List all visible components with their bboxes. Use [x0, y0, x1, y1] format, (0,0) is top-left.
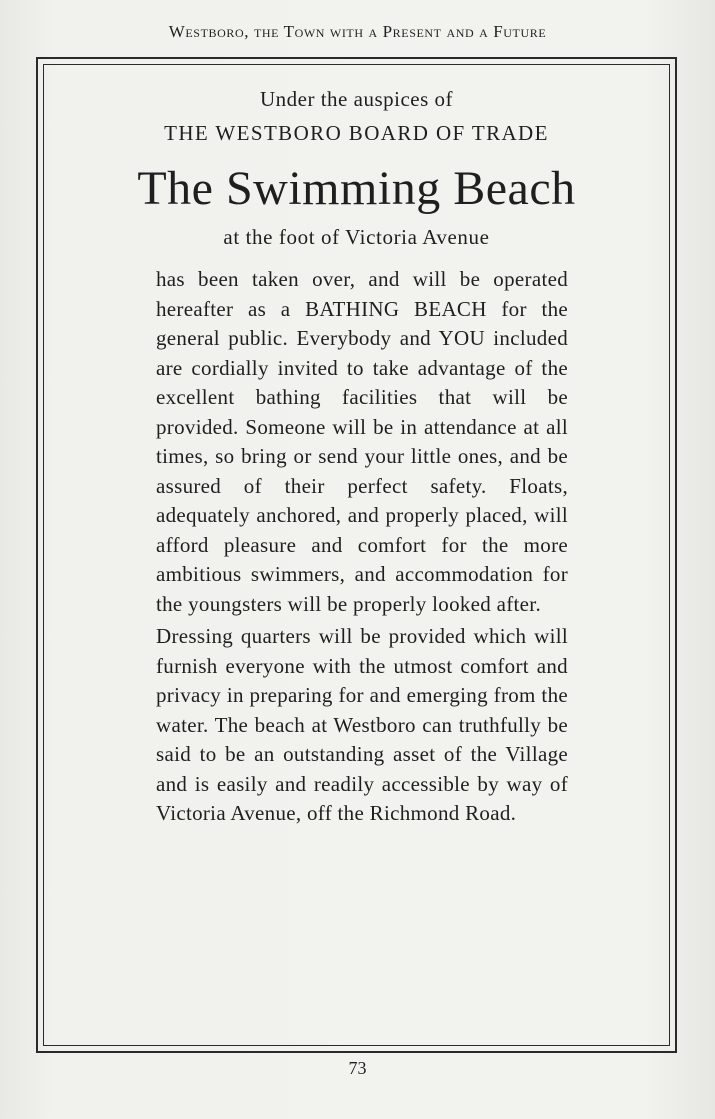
notice-border [36, 57, 677, 1053]
body-paragraph-1: has been taken over, and will be operated hereafter as a BATHING BEACH for the general public. Everybody and YOU included are cordially invited to take advantage of the excellent bathing facilities that will be provided. Someone will be in attendance at all times, so bring or send your little ones, and be assured of their perfect safety. Floats, adequately anchored, and properly placed, will afford pleasure and comfort for the more ambitious swimmers, and accommodation for the youngsters will be properly looked after. [156, 267, 568, 616]
page-number: 73 [348, 1058, 367, 1078]
location-line: at the foot of Victoria Avenue [223, 225, 490, 249]
notice-body [156, 265, 568, 829]
auspices-line: Under the auspices of [259, 87, 454, 111]
body-paragraph-2: Dressing quarters will be provided which will furnish everyone with the utmost comfort and privacy in preparing for and emerging from the water. The beach at Westboro can truthfully be said to be an outstanding asset of the Village and is easily and readily accessible by way of Victoria Avenue, off the Richmond Road. [156, 624, 568, 825]
organization-name: THE WESTBORO BOARD OF TRADE [164, 121, 549, 145]
notice-title: The Swimming Beach [137, 162, 576, 215]
notice-content [38, 59, 675, 1051]
running-head: Westboro, the Town with a Present and a Future [168, 22, 547, 41]
